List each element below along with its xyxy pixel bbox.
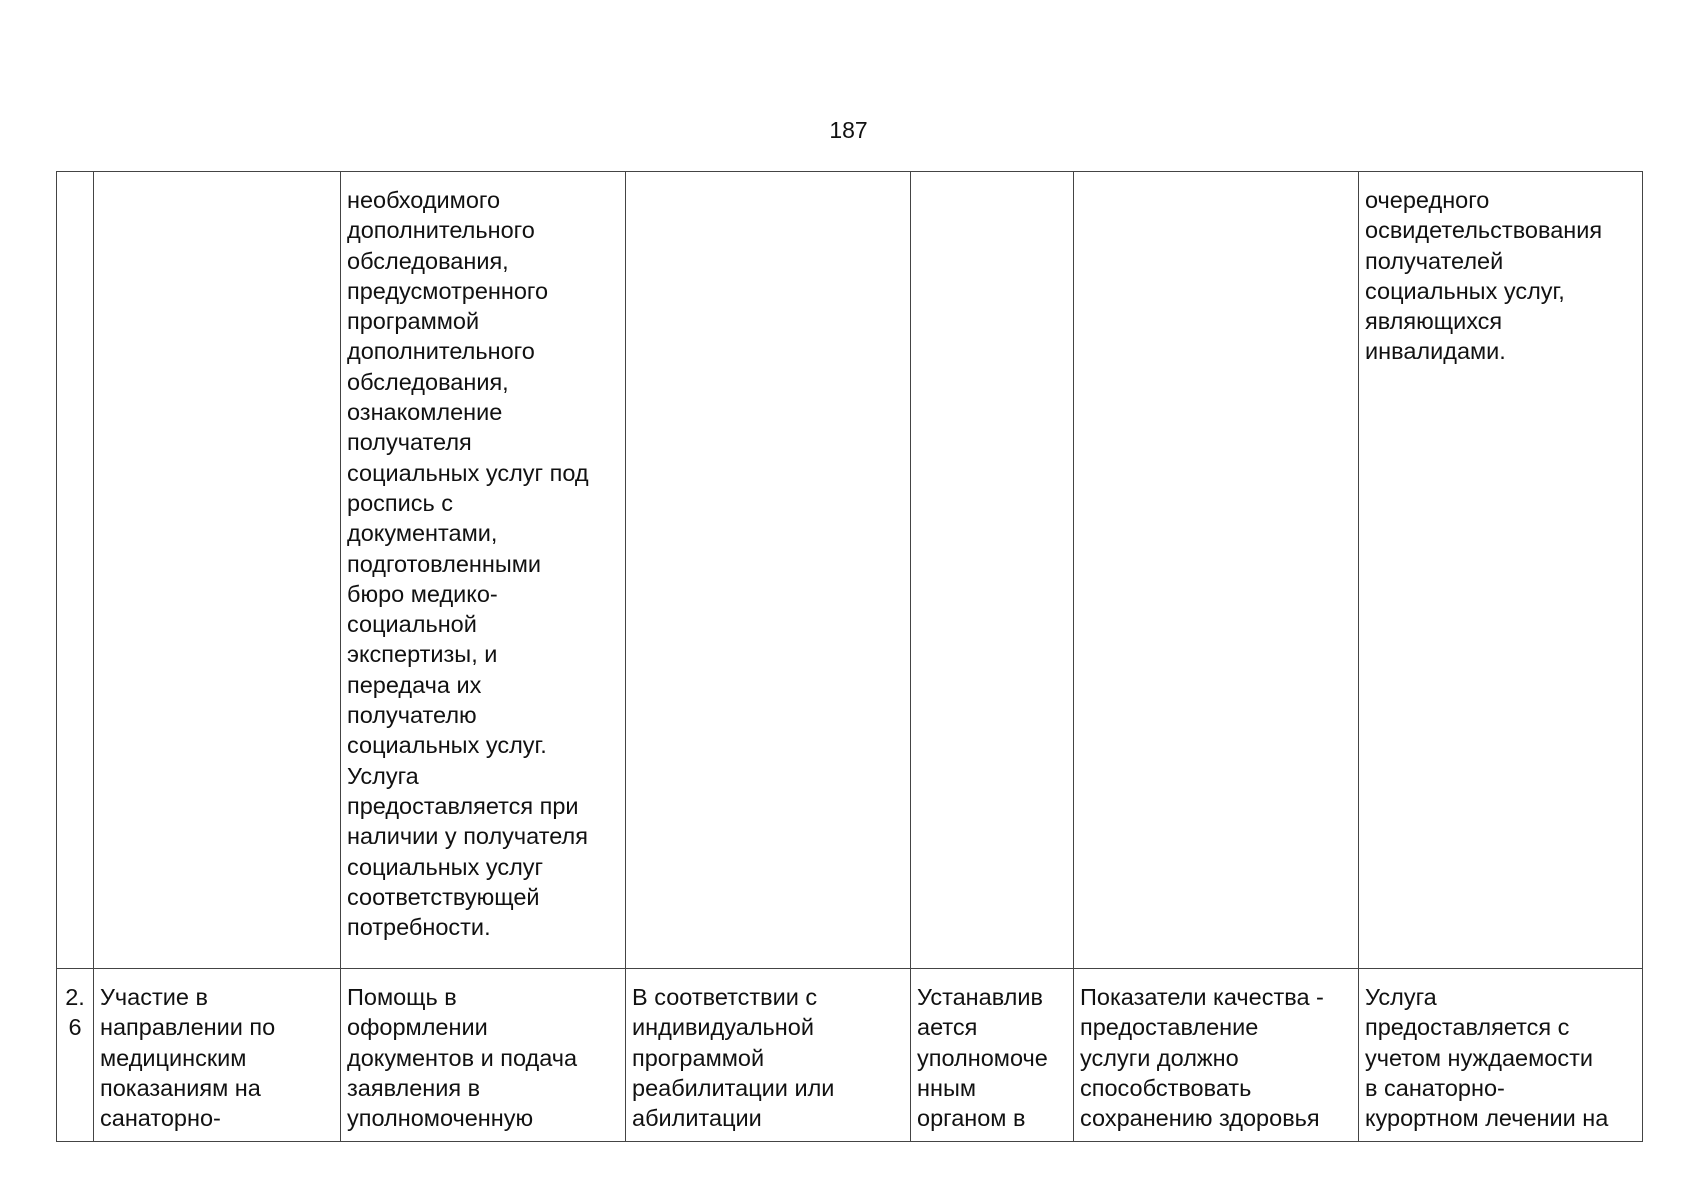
- service-quality-cell: Показатели качества - предоставление услуги должно способствовать сохранению здоровья: [1074, 969, 1359, 1142]
- service-volume-cell: В соответствии с индивидуальной программой реабилитации или абилитации: [626, 969, 911, 1142]
- row-number-cell: 2. 6: [57, 969, 94, 1142]
- table-row: [57, 172, 1643, 969]
- services-table: [56, 171, 1643, 1142]
- service-conditions-cell: очередного освидетельствования получателей социальных услуг, являющихся инвалидами.: [1359, 172, 1643, 969]
- table-row: [57, 969, 1643, 1142]
- service-name-cell: [94, 172, 341, 969]
- service-term-cell: Устанавлив ается уполномоче нным органом в: [911, 969, 1074, 1142]
- service-quality-cell: [1074, 172, 1359, 969]
- service-volume-cell: [626, 172, 911, 969]
- service-conditions-cell: Услуга предоставляется с учетом нуждаемости в санаторно- курортном лечении на: [1359, 969, 1643, 1142]
- service-description-cell: необходимого дополнительного обследования, предусмотренного программой дополнительного обследования, ознакомление получателя социальных услуг под роспись с документами, подготовленными бюро медико- социальной экспертизы, и передача их получателю социальных услуг. Услуга предоставляется при наличии у получателя социальных услуг соответствующей потребности.: [341, 172, 626, 969]
- service-name-cell: Участие в направлении по медицинским показаниям на санаторно-: [94, 969, 341, 1142]
- service-description-cell: Помощь в оформлении документов и подача заявления в уполномоченную: [341, 969, 626, 1142]
- page-number: 187: [829, 117, 868, 143]
- service-term-cell: [911, 172, 1074, 969]
- row-number-cell: [57, 172, 94, 969]
